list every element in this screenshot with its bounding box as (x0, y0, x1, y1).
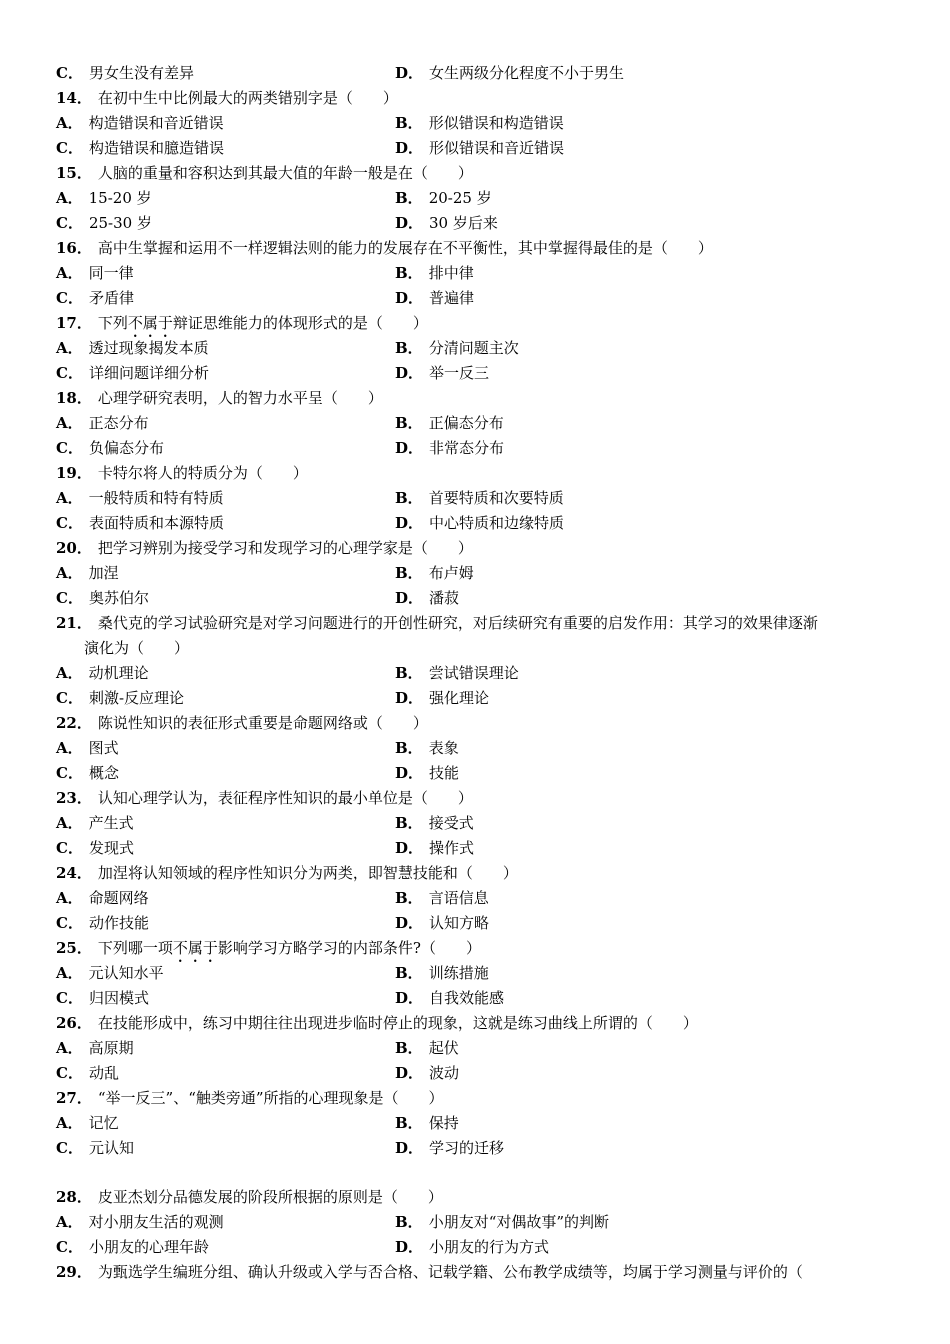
option-row (56, 586, 906, 611)
option-letter: B． (395, 339, 423, 357)
option-row (56, 836, 906, 861)
option-row (56, 686, 906, 711)
option-letter: B． (395, 114, 423, 132)
question-text: 为甄选学生编班分组、确认升级或入学与否合格、记载学籍、公布教学成绩等，均属于学习测量与评价的（ (97, 1263, 803, 1281)
question-number: 25． (56, 939, 92, 957)
answer-option (56, 661, 149, 686)
answer-option (395, 886, 489, 911)
option-letter: D． (395, 989, 424, 1007)
option-letter: D． (395, 514, 424, 532)
option-text: 发现式 (88, 839, 134, 857)
option-text: 男女生没有差异 (88, 64, 194, 82)
option-letter: C． (56, 989, 83, 1007)
option-letter: A． (56, 489, 83, 507)
option-text: 30 岁后来 (429, 214, 498, 232)
option-letter: C． (56, 589, 83, 607)
question-text-pre: 下列哪一项 (97, 939, 173, 957)
question-stem (56, 536, 906, 561)
option-text: 表面特质和本源特质 (88, 514, 224, 532)
question-stem (56, 1011, 906, 1036)
answer-option (395, 136, 564, 161)
option-text: 起伏 (428, 1039, 459, 1057)
option-text: 小朋友的心理年龄 (88, 1238, 209, 1256)
option-letter: B． (395, 564, 423, 582)
option-letter: C． (56, 64, 83, 82)
answer-option (56, 261, 134, 286)
option-text: 言语信息 (428, 889, 489, 907)
question-stem (56, 311, 906, 336)
option-text: 形似错误和音近错误 (429, 139, 565, 157)
option-text: 小朋友对“对偶故事”的判断 (428, 1213, 610, 1231)
option-text: 操作式 (429, 839, 475, 857)
option-letter: A． (56, 264, 83, 282)
question-number: 29． (56, 1263, 92, 1281)
question-text: 卡特尔将人的特质分为（ ） (97, 464, 308, 482)
option-letter: D． (395, 1139, 424, 1157)
answer-option (56, 361, 209, 386)
question-stem (56, 1185, 906, 1210)
option-row (56, 661, 906, 686)
answer-option (395, 661, 519, 686)
question-text: “举一反三”、“触类旁通”所指的心理现象是（ ） (97, 1089, 444, 1107)
answer-option (395, 286, 474, 311)
option-letter: C． (56, 514, 83, 532)
option-text: 小朋友的行为方式 (429, 1238, 550, 1256)
option-text: 对小朋友生活的观测 (88, 1213, 224, 1231)
answer-option (395, 336, 519, 361)
answer-option (395, 911, 489, 936)
option-text: 一般特质和特有特质 (88, 489, 224, 507)
answer-option (56, 511, 224, 536)
option-text: 女生两级分化程度不小于男生 (429, 64, 625, 82)
option-letter: A． (56, 189, 83, 207)
option-letter: A． (56, 1213, 83, 1231)
question-text: 在技能形成中，练习中期往往出现进步临时停止的现象，这就是练习曲线上所谓的（ ） (97, 1014, 698, 1032)
option-letter: B． (395, 414, 423, 432)
answer-option (56, 1136, 134, 1161)
answer-option (56, 886, 149, 911)
answer-option (395, 486, 564, 511)
answer-option (56, 286, 134, 311)
option-text: 奥苏伯尔 (88, 589, 149, 607)
blank-gap (56, 1161, 906, 1185)
option-text: 普遍律 (429, 289, 475, 307)
option-letter: B． (395, 264, 423, 282)
option-letter: C． (56, 839, 83, 857)
answer-option (395, 761, 459, 786)
option-text: 潘菽 (429, 589, 460, 607)
option-row (56, 561, 906, 586)
option-text: 概念 (88, 764, 119, 782)
question-text: 认知心理学认为，表征程序性知识的最小单位是（ ） (97, 789, 473, 807)
option-letter: C． (56, 139, 83, 157)
answer-option (56, 911, 149, 936)
option-letter: C． (56, 914, 83, 932)
option-letter: B． (395, 189, 423, 207)
option-letter: D． (395, 139, 424, 157)
option-row (56, 811, 906, 836)
question-number: 15． (56, 164, 92, 182)
question-text: 加涅将认知领域的程序性知识分为两类，即智慧技能和（ ） (97, 864, 518, 882)
option-letter: A． (56, 564, 83, 582)
answer-option (56, 1036, 134, 1061)
option-row (56, 736, 906, 761)
answer-option (56, 486, 224, 511)
option-text: 构造错误和音近错误 (88, 114, 224, 132)
option-letter: B． (395, 664, 423, 682)
option-row (56, 411, 906, 436)
option-text: 20-25 岁 (428, 189, 492, 207)
option-letter: A． (56, 414, 83, 432)
question-stem (56, 611, 906, 661)
option-text: 负偏态分布 (88, 439, 164, 457)
answer-option (56, 111, 224, 136)
option-row (56, 1061, 906, 1086)
question-text: 桑代克的学习试验研究是对学习问题进行的开创性研究，对后续研究有重要的启发作用：其学习的效果律逐渐 (97, 614, 818, 632)
answer-option (395, 186, 492, 211)
option-row (56, 261, 906, 286)
option-letter: A． (56, 739, 83, 757)
option-letter: C． (56, 1238, 83, 1256)
answer-option (56, 1061, 119, 1086)
answer-option (56, 186, 152, 211)
option-text: 保持 (428, 1114, 459, 1132)
question-number: 20． (56, 539, 92, 557)
answer-option (56, 686, 184, 711)
option-text: 加涅 (88, 564, 119, 582)
option-letter: B． (395, 1114, 423, 1132)
option-letter: A． (56, 664, 83, 682)
option-row (56, 1036, 906, 1061)
answer-option (395, 561, 474, 586)
option-text: 命题网络 (88, 889, 149, 907)
exam-page (56, 61, 906, 1285)
question-number: 16． (56, 239, 92, 257)
answer-option (56, 586, 149, 611)
answer-option (56, 836, 134, 861)
question-text: 在初中生中比例最大的两类错别字是（ ） (97, 89, 398, 107)
option-text: 表象 (428, 739, 459, 757)
option-letter: B． (395, 739, 423, 757)
option-row (56, 1235, 906, 1260)
answer-option (395, 436, 504, 461)
option-row (56, 186, 906, 211)
question-text-post: 影响学习方略学习的内部条件?（ ） (217, 939, 481, 957)
answer-option (395, 1036, 459, 1061)
option-letter: D． (395, 589, 424, 607)
question-number: 21． (56, 614, 92, 632)
question-number: 23． (56, 789, 92, 807)
answer-option (395, 361, 489, 386)
answer-option (395, 811, 474, 836)
option-row (56, 111, 906, 136)
question-stem (56, 936, 906, 961)
answer-option (56, 1210, 224, 1235)
option-letter: C． (56, 764, 83, 782)
option-row (56, 436, 906, 461)
question-stem (56, 786, 906, 811)
option-text: 非常态分布 (429, 439, 505, 457)
question-text-post: 辩证思维能力的体现形式的是（ ） (172, 314, 428, 332)
option-row (56, 1136, 906, 1161)
option-letter: C． (56, 364, 83, 382)
question-number: 24． (56, 864, 92, 882)
option-letter: C． (56, 214, 83, 232)
option-text: 举一反三 (429, 364, 490, 382)
option-text: 动机理论 (88, 664, 149, 682)
option-letter: B． (395, 814, 423, 832)
answer-option (56, 961, 164, 986)
answer-option (395, 586, 459, 611)
question-stem (56, 1260, 906, 1285)
answer-option (395, 986, 504, 1011)
answer-option (56, 761, 119, 786)
option-letter: D． (395, 1064, 424, 1082)
question-number: 28． (56, 1188, 92, 1206)
option-letter: C． (56, 1139, 83, 1157)
option-text: 学习的迁移 (429, 1139, 505, 1157)
option-row (56, 761, 906, 786)
question-text: 把学习辨别为接受学习和发现学习的心理学家是（ ） (97, 539, 473, 557)
option-row (56, 961, 906, 986)
question-stem (56, 461, 906, 486)
option-letter: D． (395, 764, 424, 782)
option-text: 接受式 (428, 814, 474, 832)
option-letter: D． (395, 1238, 424, 1256)
answer-option (395, 211, 498, 236)
option-row (56, 886, 906, 911)
answer-option (395, 1210, 609, 1235)
question-stem (56, 236, 906, 261)
option-letter: C． (56, 1064, 83, 1082)
option-text: 25-30 岁 (88, 214, 152, 232)
option-text: 正偏态分布 (428, 414, 504, 432)
option-text: 排中律 (428, 264, 474, 282)
option-text: 归因模式 (88, 989, 149, 1007)
option-letter: A． (56, 889, 83, 907)
answer-option (395, 61, 624, 86)
option-letter: D． (395, 289, 424, 307)
option-letter: B． (395, 489, 423, 507)
option-letter: B． (395, 964, 423, 982)
answer-option (395, 836, 474, 861)
answer-option (395, 961, 489, 986)
option-text: 自我效能感 (429, 989, 505, 1007)
option-text: 认知方略 (429, 914, 490, 932)
option-letter: D． (395, 839, 424, 857)
option-text: 同一律 (88, 264, 134, 282)
option-letter: C． (56, 689, 83, 707)
option-text: 元认知 (88, 1139, 134, 1157)
option-letter: A． (56, 339, 83, 357)
answer-option (56, 811, 134, 836)
question-text: 人脑的重量和容积达到其最大值的年龄一般是在（ ） (97, 164, 473, 182)
option-text: 构造错误和臆造错误 (88, 139, 224, 157)
question-number: 19． (56, 464, 92, 482)
question-number: 26． (56, 1014, 92, 1032)
question-stem (56, 386, 906, 411)
option-letter: B． (395, 1213, 423, 1231)
option-text: 记忆 (88, 1114, 119, 1132)
option-letter: C． (56, 289, 83, 307)
option-text: 波动 (429, 1064, 460, 1082)
question-text: 心理学研究表明，人的智力水平呈（ ） (97, 389, 383, 407)
answer-option (56, 61, 194, 86)
answer-option (56, 436, 164, 461)
option-text: 刺激-反应理论 (88, 689, 185, 707)
option-row (56, 361, 906, 386)
option-row (56, 486, 906, 511)
question-stem (56, 1086, 906, 1111)
answer-option (395, 1235, 549, 1260)
answer-option (56, 1235, 209, 1260)
question-number: 17． (56, 314, 92, 332)
option-row (56, 61, 906, 86)
question-number: 22． (56, 714, 92, 732)
option-letter: A． (56, 1039, 83, 1057)
answer-option (395, 111, 564, 136)
option-text: 首要特质和次要特质 (428, 489, 564, 507)
question-number: 14． (56, 89, 92, 107)
answer-option (395, 686, 489, 711)
option-letter: B． (395, 889, 423, 907)
option-text: 动乱 (88, 1064, 119, 1082)
emphasized-text: 不属于 (127, 314, 173, 332)
question-text: 陈说性知识的表征形式重要是命题网络或（ ） (97, 714, 428, 732)
option-row (56, 911, 906, 936)
option-letter: D． (395, 689, 424, 707)
option-row (56, 1210, 906, 1235)
option-letter: D． (395, 439, 424, 457)
option-row (56, 136, 906, 161)
option-text: 中心特质和边缘特质 (429, 514, 565, 532)
answer-option (395, 261, 474, 286)
answer-option (395, 1061, 459, 1086)
answer-option (395, 1136, 504, 1161)
question-stem (56, 86, 906, 111)
option-row (56, 211, 906, 236)
option-text: 尝试错误理论 (428, 664, 519, 682)
option-text: 强化理论 (429, 689, 490, 707)
option-row (56, 336, 906, 361)
option-letter: D． (395, 914, 424, 932)
answer-option (395, 1111, 459, 1136)
option-text: 详细问题详细分析 (88, 364, 209, 382)
option-letter: D． (395, 214, 424, 232)
option-text: 形似错误和构造错误 (428, 114, 564, 132)
option-text: 产生式 (88, 814, 134, 832)
question-text-continued: 演化为（ ） (84, 639, 190, 657)
question-text-pre: 下列 (97, 314, 128, 332)
option-text: 高原期 (88, 1039, 134, 1057)
answer-option (56, 336, 209, 361)
answer-option (56, 136, 224, 161)
option-row (56, 1111, 906, 1136)
option-letter: A． (56, 1114, 83, 1132)
question-number: 27． (56, 1089, 92, 1107)
option-letter: D． (395, 64, 424, 82)
question-number: 18． (56, 389, 92, 407)
question-text: 皮亚杰划分品德发展的阶段所根据的原则是（ ） (97, 1188, 443, 1206)
option-letter: A． (56, 814, 83, 832)
question-text: 高中生掌握和运用不一样逻辑法则的能力的发展存在不平衡性，其中掌握得最佳的是（ ） (97, 239, 713, 257)
option-text: 元认知水平 (88, 964, 164, 982)
option-text: 动作技能 (88, 914, 149, 932)
option-letter: C． (56, 439, 83, 457)
option-text: 15-20 岁 (88, 189, 152, 207)
option-text: 技能 (429, 764, 460, 782)
option-row (56, 511, 906, 536)
option-text: 矛盾律 (88, 289, 134, 307)
answer-option (56, 211, 152, 236)
option-text: 训练措施 (428, 964, 489, 982)
answer-option (56, 736, 119, 761)
question-stem (56, 861, 906, 886)
option-letter: D． (395, 364, 424, 382)
option-text: 正态分布 (88, 414, 149, 432)
answer-option (56, 986, 149, 1011)
question-stem (56, 161, 906, 186)
answer-option (56, 1111, 119, 1136)
answer-option (56, 561, 119, 586)
option-letter: A． (56, 114, 83, 132)
option-letter: B． (395, 1039, 423, 1057)
option-row (56, 286, 906, 311)
emphasized-text: 不属于 (172, 939, 218, 957)
question-stem (56, 711, 906, 736)
answer-option (56, 411, 149, 436)
option-letter: A． (56, 964, 83, 982)
answer-option (395, 736, 459, 761)
option-text: 分清问题主次 (428, 339, 519, 357)
option-row (56, 986, 906, 1011)
option-text: 布卢姆 (428, 564, 474, 582)
answer-option (395, 511, 564, 536)
option-text: 图式 (88, 739, 119, 757)
option-text: 透过现象揭发本质 (88, 339, 209, 357)
answer-option (395, 411, 504, 436)
